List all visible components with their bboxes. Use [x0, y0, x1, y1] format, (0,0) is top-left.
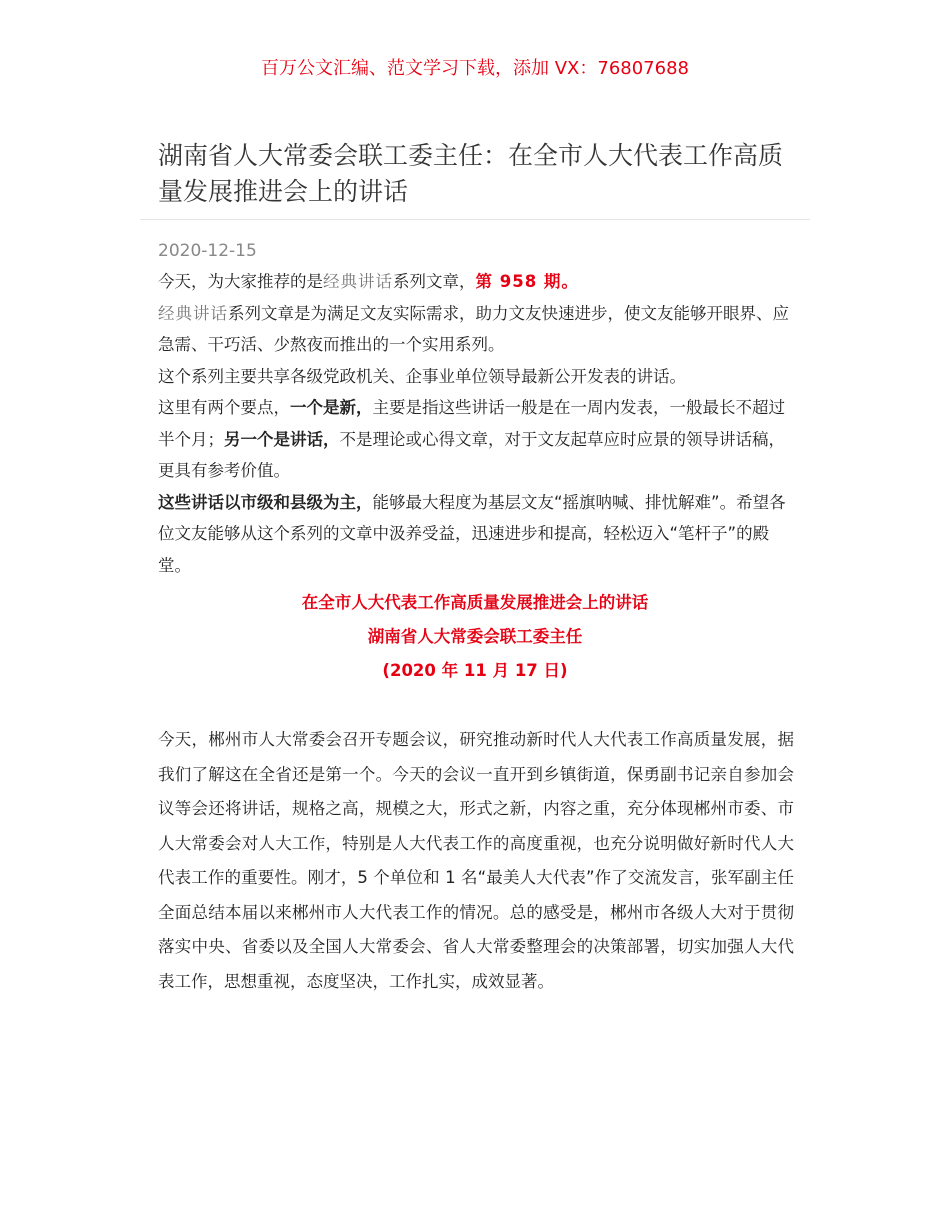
- series-intro: [158, 266, 794, 581]
- series-name: 经典讲话: [323, 272, 393, 291]
- promo-banner: 百万公文汇编、范文学习下载，添加 VX：76807688: [261, 58, 689, 79]
- intro-text: 能够最大程度为基层文友“摇旗呐喊、排忧解难”。希望各位文友能够从这个系列的文章中汲养受益，迅速进步和提高，轻松迈入“笔杆子”的殿堂。: [158, 492, 786, 575]
- intro-paragraph-1: [158, 266, 794, 298]
- key-point: 一个是新，: [290, 398, 373, 417]
- title-divider: [140, 219, 810, 220]
- issue-number: 第 958 期。: [475, 272, 579, 291]
- series-name: 经典讲话: [158, 303, 228, 323]
- speech-date: (2020 年 11 月 17 日): [382, 661, 568, 680]
- article-title: 湖南省人大常委会联工委主任：在全市人大代表工作高质量发展推进会上的讲话: [158, 141, 784, 206]
- intro-text: 今天，为大家推荐的是: [158, 272, 323, 291]
- intro-text: 不是理论或心得文章，对于文友起草应时应景的领导讲话稿，更具有参考价值。: [158, 429, 785, 480]
- publish-date: 2020-12-15: [158, 241, 257, 261]
- intro-text: 系列文章，: [393, 272, 476, 291]
- speech-body: 今天，郴州市人大常委会召开专题会议，研究推动新时代人大代表工作高质量发展，据我们了解这在全省还是第一个。今天的会议一直开到乡镇街道，保勇副书记亲自参加会议等会还将讲话，规格之高，规模之大，形式之新，内容之重，充分体现郴州市委、市人大常委会对人大工作，特别是人大代表工作的高度重视，也充分说明做好新时代人大代表工作的重要性。刚才，5 个单位和 1 名“最美人大代表”作了交流发言，张军副主任全面总结本届以来郴州市人大代表工作的情况。总的感受是，郴州市各级人大对于贯彻落实中央、省委以及全国人大常委会、省人大常委整理会的决策部署，切实加强人大代表工作，思想重视，态度坚决，工作扎实，成效显著。: [158, 730, 794, 991]
- speech-heading: 在全市人大代表工作高质量发展推进会上的讲话: [301, 593, 649, 612]
- intro-text: 系列文章是为满足文友实际需求，助力文友快速进步，使文友能够开眼界、应急需、干巧活、少熬夜而推出的一个实用系列。: [158, 303, 789, 354]
- speech-speaker: 湖南省人大常委会联工委主任: [367, 627, 583, 646]
- intro-text: 主要是指这些讲话一般是在一周内发表，一般最长不超过半个月；: [158, 398, 785, 449]
- key-point: 另一个是讲话，: [224, 429, 340, 449]
- intro-paragraph-4: [158, 392, 794, 487]
- speech-header: [0, 586, 950, 688]
- intro-paragraph-5: [158, 487, 794, 582]
- intro-paragraph-3: 这个系列主要共享各级党政机关、企事业单位领导最新公开发表的讲话。: [158, 366, 686, 386]
- intro-paragraph-2: [158, 298, 794, 361]
- intro-text: 这里有两个要点，: [158, 398, 290, 417]
- key-point: 这些讲话以市级和县级为主，: [158, 492, 373, 512]
